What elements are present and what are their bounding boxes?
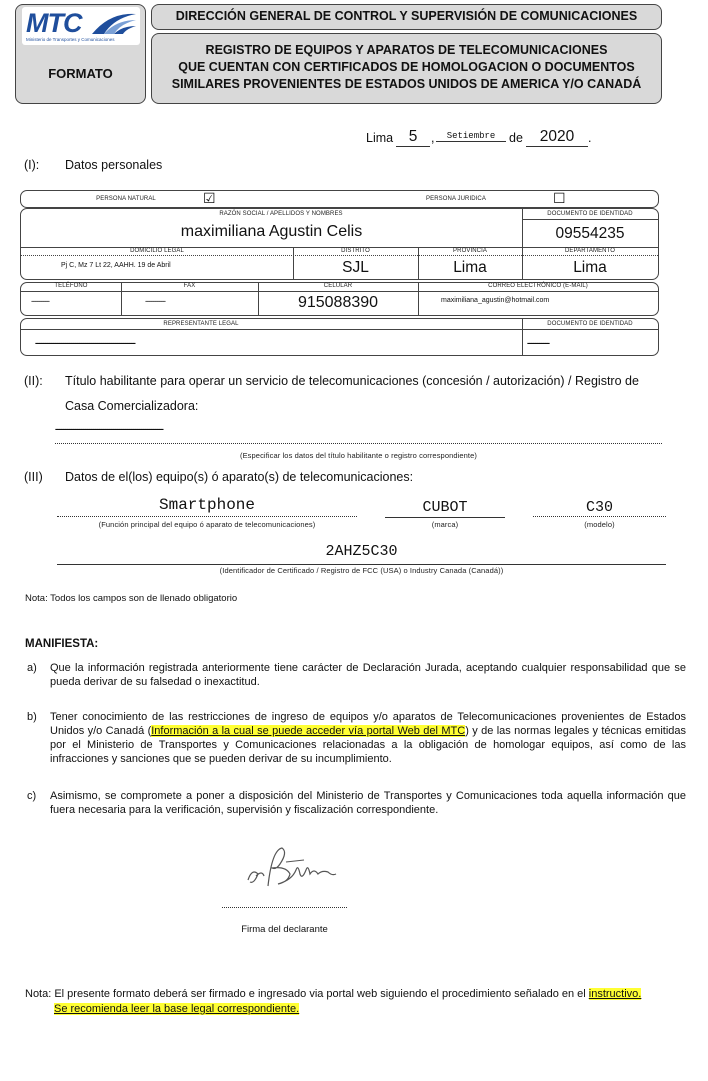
date-day: 5 <box>396 128 430 147</box>
base-legal-link[interactable]: Se recomienda leer la base legal correspondiente. <box>54 1003 300 1015</box>
item-b-text <box>50 710 686 766</box>
item-b-pre: Tener conocimiento de las restricciones de ingreso de equipos y/o aparatos de Telecomunicaciones provenientes de Estados Unidos y/o Canadá ( <box>50 711 686 737</box>
item-c-letter: c) <box>27 790 37 802</box>
rep-doc-label: DOCUMENTO DE IDENTIDAD <box>547 321 633 327</box>
registry-title-box <box>151 33 662 104</box>
persona-natural-label: PERSONA NATURAL <box>96 196 156 202</box>
cert-caption: (Identificador de Certificado / Registro de FCC (USA) o Industry Canada (Canadá)) <box>219 566 504 575</box>
nota-final <box>25 987 675 1002</box>
modelo-caption: (modelo) <box>584 520 615 529</box>
item-b-letter: b) <box>27 711 37 723</box>
distrito-label: DISTRITO <box>341 248 370 254</box>
persona-natural-checkbox[interactable]: ☑ <box>203 190 216 206</box>
titulo-habilitante-value: ------------------------------------------------------ <box>55 424 163 434</box>
section-3-title: Datos de el(los) equipo(s) ó aparato(s) de telecomunicaciones: <box>65 470 414 484</box>
provincia-value: Lima <box>453 259 487 276</box>
logo-text: MTC <box>26 8 82 38</box>
cert-line <box>57 564 666 565</box>
departamento-value: Lima <box>573 259 607 276</box>
rep-legal-label: REPRESENTANTE LEGAL <box>163 321 239 327</box>
date-month: Setiembre <box>436 131 506 142</box>
fax-label: FAX <box>183 283 196 289</box>
correo-value: maximiliana_agustin@hotmail.com <box>441 297 550 304</box>
logo-wave-icon <box>90 10 138 36</box>
direction-title: DIRECCIÓN GENERAL DE CONTROL Y SUPERVISIÓN DE COMUNICACIONES <box>175 9 638 23</box>
celular-label: CELULAR <box>323 283 353 289</box>
titulo-habilitante-line <box>55 443 662 444</box>
registry-title-line-2: QUE CUENTAN CON CERTIFICADOS DE HOMOLOGACION O DOCUMENTOS <box>178 60 635 74</box>
mtc-logo <box>22 7 140 45</box>
registry-title-line-1: REGISTRO DE EQUIPOS Y APARATOS DE TELECOMUNICACIONES <box>205 43 608 57</box>
fax-value: ---------- <box>145 296 165 306</box>
telefono-value: --------- <box>31 296 49 306</box>
item-a-letter: a) <box>27 662 37 674</box>
formato-label: FORMATO <box>48 66 113 81</box>
date-end: . <box>588 131 592 145</box>
item-c-text: Asimismo, se compromete a poner a disposición del Ministerio de Transportes y Comunicaciones toda aquella información que fuera necesaria para la verificación, supervisión y fiscalización correspondiente. <box>50 790 686 816</box>
nota-final-text: Nota: El presente formato deberá ser firmado e ingresado via portal web siguiendo el procedimiento señalado en el <box>25 988 589 1000</box>
marca-caption: (marca) <box>431 520 459 529</box>
item-b-post: ) y de las normas legales y técnicas emitidas por el Ministerio de Transportes y Comunicaciones relacionadas a la obligación de homologar equipos, así como de las infracciones y sanciones que se pueden derivar de su incumplimiento. <box>50 725 687 765</box>
signature-caption: Firma del declarante <box>241 924 328 935</box>
domicilio-value: Pj C, Mz 7 Lt 22, AAHH. 19 de Abril <box>61 262 171 269</box>
instructivo-link[interactable]: instructivo. <box>588 988 642 1000</box>
doc-identidad-value: 09554235 <box>555 225 625 242</box>
signature-line <box>222 907 347 908</box>
provincia-label: PROVINCIA <box>453 248 487 254</box>
departamento-label: DEPARTAMENTO <box>564 248 616 254</box>
funcion-caption: (Función principal del equipo ó aparato de telecomunicaciones) <box>98 520 316 529</box>
registry-title-line-3: SIMILARES PROVENIENTES DE ESTADOS UNIDOS DE AMERICA Y/O CANADÁ <box>171 77 642 91</box>
persona-row <box>20 190 659 208</box>
section-2-number: (II): <box>24 374 43 388</box>
persona-juridica-checkbox[interactable]: ☐ <box>553 190 566 206</box>
marca-value: CUBOT <box>422 499 468 516</box>
date-de: de <box>509 131 523 145</box>
cert-value: 2AHZ5C30 <box>325 543 398 560</box>
section-1-title: Datos personales <box>65 158 163 172</box>
date-year: 2020 <box>526 128 588 147</box>
section-2-title-line-1: Título habilitante para operar un servicio de telecomunicaciones (concesión / autorización) / Registro de <box>65 374 639 388</box>
modelo-line <box>533 516 666 517</box>
direction-title-box <box>151 4 662 30</box>
persona-juridica-label: PERSONA JURIDICA <box>426 196 486 202</box>
contact-row <box>20 282 659 316</box>
logo-subtitle: Ministerio de Transportes y Comunicaciones <box>26 37 115 42</box>
identity-block <box>20 208 659 280</box>
funcion-value: Smartphone <box>158 496 255 514</box>
funcion-line <box>57 516 357 517</box>
signature-image <box>242 840 342 900</box>
domicilio-label: DOMICILIO LEGAL <box>130 248 184 254</box>
telefono-label: TELÉFONO <box>54 283 88 289</box>
razon-social-value: maximiliana Agustin Celis <box>180 223 363 240</box>
rep-legal-row <box>20 318 659 356</box>
logo-box <box>15 4 146 104</box>
date-comma: , <box>431 131 435 145</box>
section-2-title-line-2: Casa Comercializadora: <box>65 399 199 413</box>
marca-line <box>385 517 505 518</box>
manifiesta-title: MANIFIESTA: <box>25 638 99 650</box>
modelo-value: C30 <box>585 499 613 516</box>
doc-identidad-label: DOCUMENTO DE IDENTIDAD <box>547 211 633 217</box>
correo-label: CORREO ELECTRÓNICO (E-MAIL) <box>488 283 588 289</box>
section-1-number: (I): <box>24 158 40 172</box>
nota-final-line-2 <box>54 1002 299 1017</box>
mtc-portal-link[interactable]: Información a la cual se puede acceder vía portal Web del MTC <box>151 725 466 737</box>
section-3-number: (III) <box>24 470 43 484</box>
titulo-habilitante-caption: (Especificar los datos del título habilitante o registro correspondiente) <box>239 451 477 460</box>
date-line <box>366 128 596 148</box>
razon-social-label: RAZÓN SOCIAL / APELLIDOS Y NOMBRES <box>219 211 343 217</box>
rep-doc-value: ----------- <box>527 338 549 348</box>
item-a-text: Que la información registrada anteriormente tiene carácter de Declaración Jurada, aceptando cualquier responsabilidad que se pueda derivar de su falsedad o inexactitud. <box>50 662 686 688</box>
date-city: Lima <box>366 131 394 145</box>
nota-obligatorio: Nota: Todos los campos son de llenado obligatorio <box>25 593 238 604</box>
rep-legal-value: -------------------------------------------------- <box>35 338 135 348</box>
distrito-value: SJL <box>342 259 369 276</box>
celular-value: 915088390 <box>297 294 379 311</box>
